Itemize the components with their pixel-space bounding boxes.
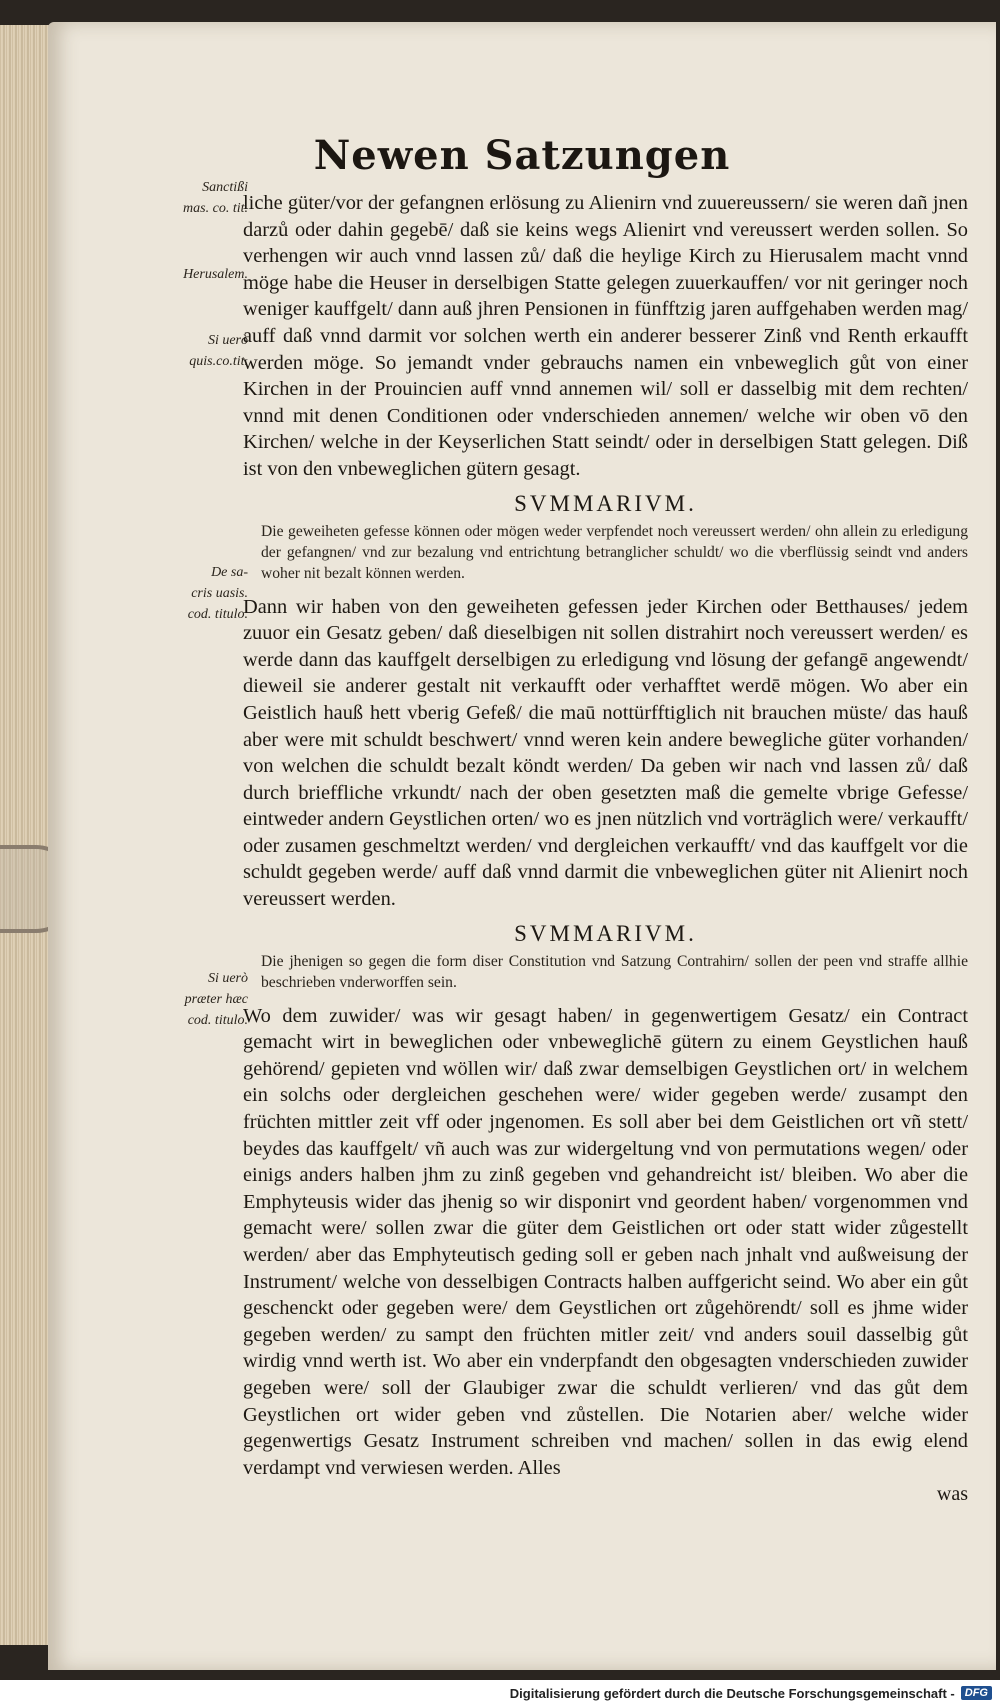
- margin-note-3: Si uerò quis.co.tit.: [189, 333, 248, 369]
- summary-2-heading: SVMMARIVM.: [514, 920, 697, 946]
- margin-note-1: Sanctißi mas. co. tit.: [183, 180, 248, 216]
- summary-1-heading: SVMMARIVM.: [514, 490, 697, 516]
- book-page-edges: [0, 25, 52, 1645]
- section-2-paragraph: Dann wir haben von den geweiheten gefessen jeder Kirchen oder Betthauses/ jedem zuuor ein Gesatz geben/ daß dieselbigen nit sollen distrahirt noch vereussert werden/ es werde dann das kauffgelt derselbigen zu erledigung vnd lösung der gefangē angewendt/ dieweil sie anderer gestalt nit verkaufft oder verhafftet werdē mögen. Wo aber ein Geistlich hauß hett vberig Gefeß/ die maū nottürfftiglich nit brauchen müste/ das hauß aber were mit schuldt beschwert/ vnnd weren kein andere bewegliche güter vorhanden/ von welchen die schuldt bezalt köndt werden/ Da geben wir nach vnd lassen zů/ daß durch brieffliche vrkundt/ nach der oben gesetzten maß die gemelte vbrige Gefesse/ eintweder andern Geystlichen orten/ wo es jnen nützlich vnd vorträglich were/ verkaufft/ oder zusamen geschmeltzt werden/ vnd dergleichen verkaufft/ vnd das kauffgelt vor die schuldt gegeben werde/ auff daß vnnd darmit die vnbeweglichen güter nit Alienirt noch vereussert werden.: [243, 595, 968, 911]
- margin-note-2: Herusalem.: [183, 267, 248, 282]
- margin-note-4: De sa- cris uasis. cod. titulo.: [187, 565, 248, 622]
- footer-credit: Digitalisierung gefördert durch die Deutsche Forschungsgemeinschaft -: [509, 1685, 955, 1701]
- digitization-footer: [0, 1680, 1000, 1706]
- dfg-logo: DFG: [961, 1686, 992, 1700]
- summary-1-text: Die geweiheten gefesse können oder mögen weder verpfendet noch vereussert werden/ ohn allein zu erledigung der gefangnen/ vnd zur bezalung vnd entrichtung betranglicher schuldt/ wo die vberflüssig seindt vnd anders woher nit bezalt können werden.: [261, 522, 968, 582]
- margin-note-5: Si uerò præter hæc cod. titulo.: [184, 971, 248, 1028]
- book-page: [48, 22, 996, 1670]
- running-header: Newen Satzungen: [313, 132, 731, 179]
- section-3-paragraph: Wo dem zuwider/ was wir gesagt haben/ in gegenwertigem Gesatz/ ein Contract gemacht wirt in beweglichen oder vnbeweglichē gütern zu einem Geystlichen hauß gehörend/ gepieten vnd wöllen wir/ daß zwar demselbigen Geystlichen ort/ in welchem ein solchs oder dergleichen geschehen were/ wider gegeben werde/ zusampt den früchten mittler zeit vff oder jngenomen. Es soll aber bei dem Geistlichen ort vñ stett/ beydes das kauffgelt/ vñ auch was zur widergeltung vnd von permutations wegen/ oder einigs anders halben jhm zu zinß gegeben vnd gehandreicht ist/ bleiben. Wo aber die Emphyteusis wider das jhenig so wir disponirt vnd geordent haben/ vorgenommen vnd gemacht were/ sollen zwar die güter dem Geistlichen ort oder statt wider zůgestellt werden/ aber das Emphyteutisch geding soll er geben nach jnhalt vnd außweisung der Instrument/ welche von desselbigen Contracts halben auffgericht seind. Wo aber ein gůt geschenckt oder gegeben were/ dem Geystlichen ort zůgehörendt/ soll es jhme wider gegeben werden/ zu sampt den früchten mitler zeit/ vnd anders souil dasselbig gůt wirdig vnnd werth ist. Wo aber ein vnderpfandt den obgesagten vnderschieden zuwider gegeben were/ soll der Glaubiger zwar die schuldt verlieren/ vnd das gůt dem Geystlichen ort wider geben vnd zůstellen. Die Notarien aber/ welche wider gegenwertigs Gesatz Instrument schreiben vnd machen/ sollen in das ewig elend verdampt vnd verwiesen werden. Alles: [243, 1004, 968, 1479]
- catchword: was: [936, 1483, 968, 1506]
- main-text-column: [243, 190, 968, 1506]
- summary-2-text: Die jhenigen so gegen die form diser Constitution vnd Satzung Contrahirn/ sollen der peen vnd straffe allhie beschrieben vnderworffen sein.: [261, 952, 968, 991]
- section-1-paragraph: liche güter/vor der gefangnen erlösung zu Alienirn vnd zuuereussern/ sie weren dañ jnen darzů oder dahin gegebē/ daß sie keins wegs Alienirt vnd vereussert werden sollen. So verhengen wir auch vnnd lassen zů/ daß die heylige Kirch zu Hierusalem macht vnnd möge habe die Heuser in derselbigen Statte gelegen zuuerkauffen/ vor nit geringer noch weniger kauffgelt/ dann auß jhren Pensionen in fünfftzig jaren auffgehaben werden mag/ auff daß vnnd darmit vor solchen werth ein anderer besserer Zinß vnd Renth erkaufft werden möge. So jemandt vnder gebrauchs namen ein vnbeweglich gůt von einer Kirchen in der Prouincien auff vnnd annemen wil/ soll er dasselbig mit dem rechten/ vnnd mit denen Conditionen oder vnderschieden annemen/ welche wir oben vō den Kirchen/ welche in der Keyserlichen Statt seindt/ oder in derselbigen Statt gelegen. Diß ist von den vnbeweglichen gütern gesagt.: [243, 192, 968, 480]
